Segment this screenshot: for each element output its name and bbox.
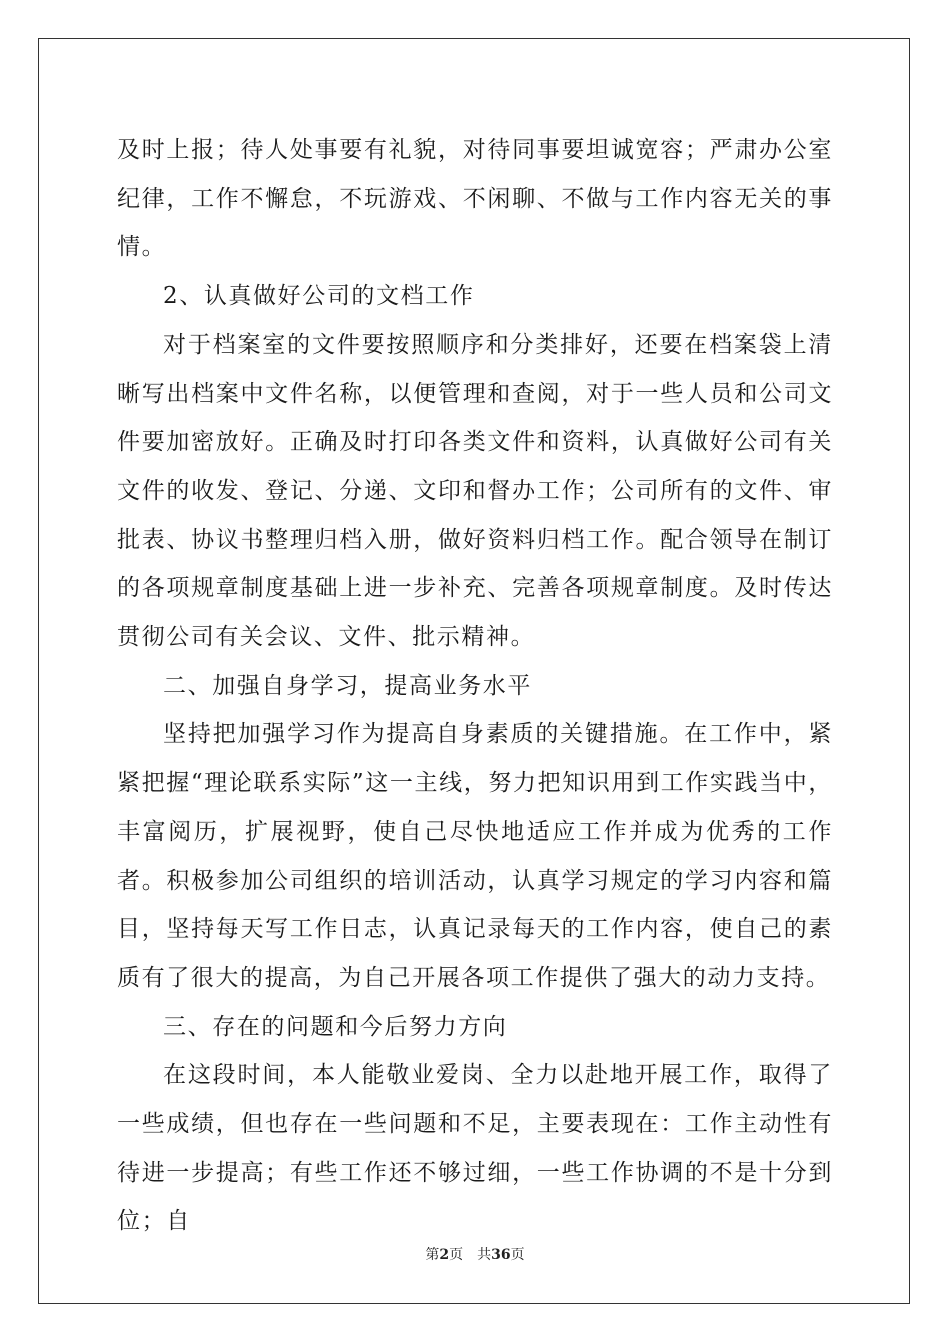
- total-pages-number: 36: [491, 1247, 511, 1263]
- section-heading-study: 二、加强自身学习，提高业务水平: [163, 672, 532, 699]
- paragraph-continuation: 及时上报；待人处事要有礼貌，对待同事要坦诚宽容；严肃办公室纪律，工作不懈怠，不玩游戏、不闲聊、不做与工作内容无关的事情。: [117, 137, 833, 261]
- subheading-document-work: 2、认真做好公司的文档工作: [163, 283, 475, 310]
- paragraph-problems: 在这段时间，本人能敬业爱岗、全力以赴地开展工作，取得了一些成绩，但也存在一些问题和不足，主要表现在：工作主动性有待进一步提高；有些工作还不够过细，一些工作协调的不是十分到位；自: [117, 1062, 833, 1235]
- page-footer: [0, 1244, 950, 1264]
- section-heading-problems: 三、存在的问题和今后努力方向: [163, 1013, 508, 1040]
- footer-suffix: 页: [510, 1247, 525, 1263]
- footer-middle: 页 共: [449, 1247, 492, 1263]
- footer-prefix: 第: [425, 1247, 440, 1263]
- paragraph-study: 坚持把加强学习作为提高自身素质的关键措施。在工作中，紧紧把握“理论联系实际”这一主线，努力把知识用到工作实践当中，丰富阅历，扩展视野，使自己尽快地适应工作并成为优秀的工作者。积极参加公司组织的培训活动，认真学习规定的学习内容和篇目，坚持每天写工作日志，认真记录每天的工作内容，使自己的素质有了很大的提高，为自己开展各项工作提供了强大的动力支持。: [117, 721, 833, 991]
- document-body: [117, 126, 833, 1246]
- paragraph-archive-work: 对于档案室的文件要按照顺序和分类排好，还要在档案袋上清晰写出档案中文件名称，以便管理和查阅，对于一些人员和公司文件要加密放好。正确及时打印各类文件和资料，认真做好公司有关文件的收发、登记、分递、文印和督办工作；公司所有的文件、审批表、协议书整理归档入册，做好资料归档工作。配合领导在制订的各项规章制度基础上进一步补充、完善各项规章制度。及时传达贯彻公司有关会议、文件、批示精神。: [117, 331, 833, 651]
- current-page-number: 2: [439, 1247, 450, 1263]
